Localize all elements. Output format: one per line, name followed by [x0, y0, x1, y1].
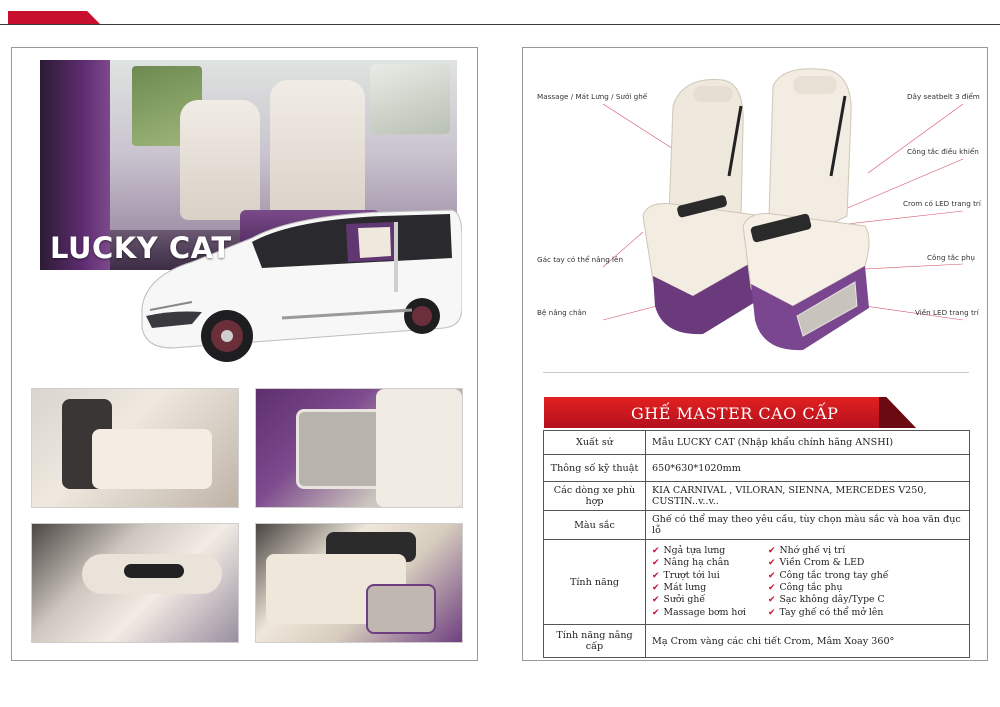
spec-value: Mạ Crom vàng các chi tiết Crom, Mâm Xoay 360°	[646, 625, 970, 658]
spec-label: Các dòng xe phù hợp	[544, 482, 646, 511]
spec-row-origin	[544, 431, 970, 455]
callout-chrome-led: Crom có LED trang trí	[903, 199, 981, 208]
callout-massage: Massage / Mát Lưng / Sưởi ghế	[537, 92, 648, 101]
callout-seatbelt: Dây seatbelt 3 điểm	[907, 92, 980, 101]
feature-item: ✔ Viền Crom & LED	[768, 557, 865, 569]
feature-item: ✔ Tay ghế có thể mở lên	[768, 606, 884, 618]
check-icon: ✔	[768, 583, 776, 593]
check-icon: ✔	[768, 595, 776, 606]
feature-item: ✔ Ngả tựa lưng	[652, 545, 726, 557]
check-icon: ✔	[652, 546, 660, 557]
spec-value: Mẫu LUCKY CAT (Nhập khẩu chính hãng ANSHI)	[646, 431, 970, 455]
spec-row-dimensions	[544, 455, 970, 482]
spec-value: KIA CARNIVAL , VILORAN, SIENNA, MERCEDES V250, CUSTIN..v..v..	[646, 482, 970, 511]
product-title: GHẾ MASTER CAO CẤP	[631, 404, 839, 423]
spec-label: Màu sắc	[544, 511, 646, 540]
spec-value: Ghế có thể may theo yêu cầu, tùy chọn màu sắc và hoa văn đục lỗ	[646, 511, 970, 540]
spec-label: Thông số kỹ thuật	[544, 455, 646, 482]
callout-led-trim: Viền LED trang trí	[915, 308, 979, 317]
spec-row-colors	[544, 511, 970, 540]
left-page	[11, 47, 478, 661]
check-icon: ✔	[768, 546, 776, 557]
spec-row-features	[544, 540, 970, 625]
header-rule	[0, 24, 1000, 25]
feature-list	[652, 545, 963, 619]
callout-armrest: Gác tay có thể nâng lên	[537, 255, 624, 264]
callout-control-switch: Công tắc điều khiển	[907, 147, 979, 156]
callout-leg-rest: Bệ nâng chân	[537, 308, 587, 317]
detail-photo-armrest	[32, 389, 238, 507]
spec-row-upgrades	[544, 625, 970, 658]
check-icon: ✔	[652, 595, 660, 606]
check-icon: ✔	[652, 558, 660, 569]
detail-photo-chrome-panel	[256, 389, 462, 507]
spec-label: Tính năng	[544, 540, 646, 625]
feature-item: ✔ Sạc không dây/Type C	[768, 594, 885, 606]
minivan-photo	[132, 198, 462, 368]
spec-row-compatible-models	[544, 482, 970, 511]
feature-item: ✔ Công tắc trong tay ghế	[768, 569, 889, 581]
feature-item: ✔ Sưởi ghế	[652, 594, 706, 606]
feature-item: ✔ Nhớ ghế vị trí	[768, 545, 846, 557]
check-icon: ✔	[768, 570, 776, 581]
callout-aux-switch: Công tắc phụ	[927, 253, 975, 262]
feature-item: ✔ Công tắc phụ	[768, 582, 843, 593]
detail-photo-control-switch	[32, 524, 238, 642]
feature-item: ✔ Nâng hạ chân	[652, 557, 730, 569]
brand-tab	[8, 11, 100, 24]
spec-label: Tính năng nâng cấp	[544, 625, 646, 658]
detail-photo-seat-base	[256, 524, 462, 642]
spec-table	[543, 430, 970, 658]
section-divider	[543, 372, 969, 373]
check-icon: ✔	[652, 570, 660, 581]
check-icon: ✔	[768, 607, 776, 618]
check-icon: ✔	[652, 583, 660, 593]
feature-item: ✔ Massage bơm hơi	[652, 606, 746, 618]
right-page	[522, 47, 988, 661]
spec-value: 650*630*1020mm	[646, 455, 970, 482]
seat-product-photo	[633, 66, 873, 356]
feature-item: ✔ Mát lưng	[652, 582, 707, 593]
feature-item: ✔ Trượt tới lui	[652, 569, 720, 581]
brand-title: LUCKY CAT	[50, 231, 232, 265]
check-icon: ✔	[768, 558, 776, 569]
spec-value	[646, 540, 970, 625]
spec-label: Xuất sứ	[544, 431, 646, 455]
check-icon: ✔	[652, 607, 660, 618]
